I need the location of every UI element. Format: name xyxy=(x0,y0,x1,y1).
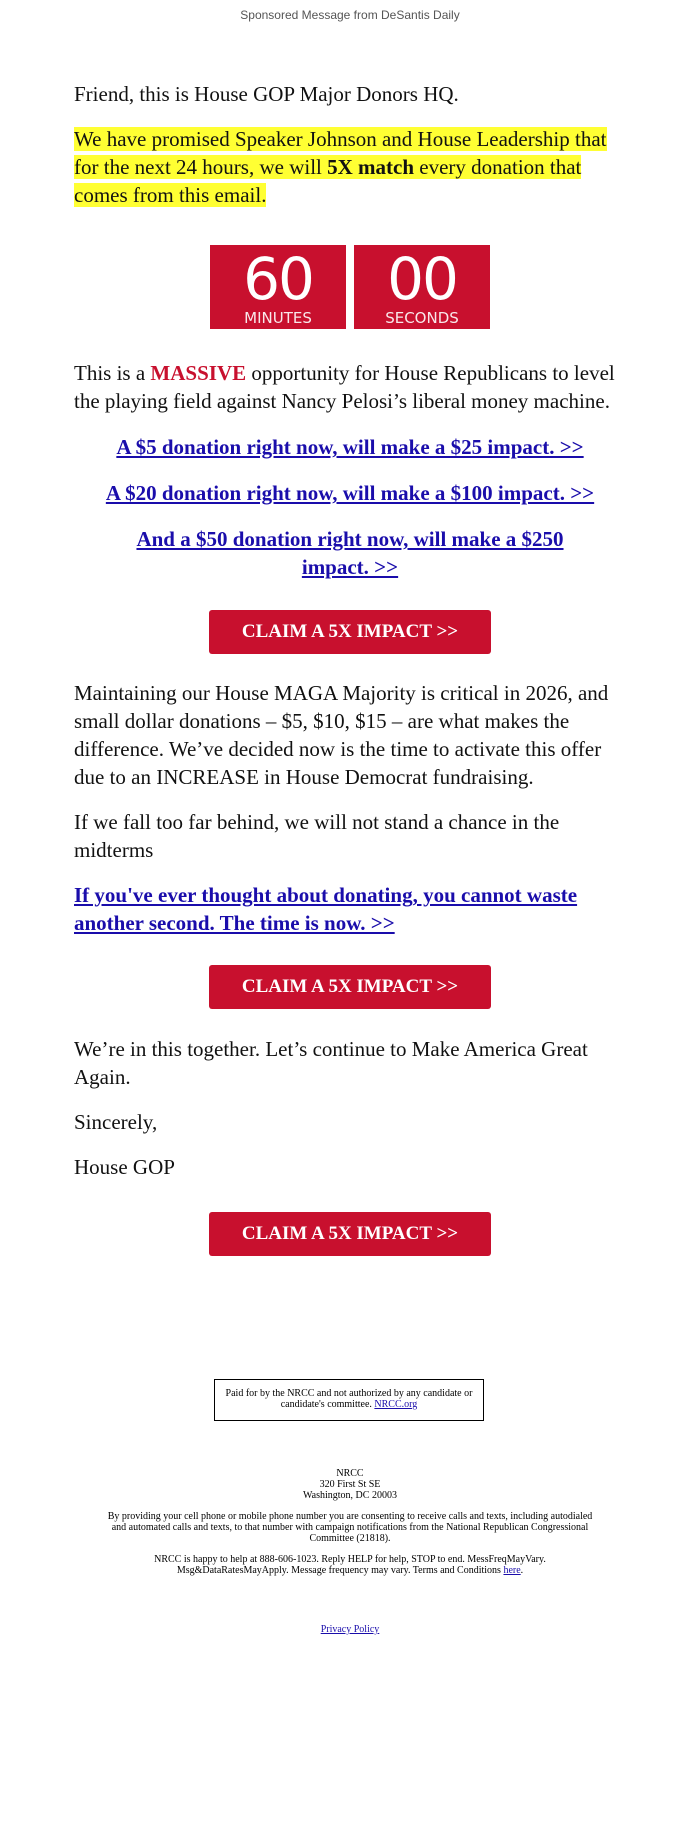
seconds-label: SECONDS xyxy=(385,309,459,327)
highlighted-text xyxy=(74,127,607,207)
thought-link[interactable]: If you've ever thought about donating, you cannot waste another second. The time is now. >> xyxy=(74,883,578,935)
help-end: . xyxy=(520,1565,524,1576)
promise-paragraph xyxy=(74,125,626,209)
footer-address1: 320 First St SE xyxy=(319,1479,381,1490)
promise-prefix: We have promised Speaker Johnson and House Leadership that for the next 24 hours, we will xyxy=(74,127,607,179)
terms-link[interactable]: here xyxy=(503,1565,521,1576)
signature: House GOP xyxy=(74,1155,175,1179)
footer-address2: Washington, DC 20003 xyxy=(303,1490,397,1501)
maintaining-paragraph: Maintaining our House MAGA Majority is critical in 2026, and small dollar donations – $5, $10, $15 – are what makes the difference. We’ve decided now is the time to activate this offer due to an INCREASE in House Democrat fundraising. xyxy=(74,681,609,789)
privacy-policy-link[interactable]: Privacy Policy xyxy=(320,1624,380,1635)
opportunity-paragraph xyxy=(74,359,626,415)
seconds-value: 00 xyxy=(387,245,457,313)
opportunity-suffix: opportunity for House Republicans to level the playing field against Nancy Pelosi’s liberal money machine. xyxy=(74,361,615,413)
promise-bold: 5X match xyxy=(327,155,415,179)
donate-50-link[interactable]: And a $50 donation right now, will make a $250 impact. >> xyxy=(136,527,564,579)
footer xyxy=(100,1468,600,1576)
footer-org: NRCC xyxy=(336,1468,364,1479)
donate-20-link[interactable]: A $20 donation right now, will make a $100 impact. >> xyxy=(105,481,595,505)
promise-suffix: every donation that comes from this email. xyxy=(74,155,582,207)
opportunity-prefix: This is a xyxy=(74,361,151,385)
claim-button-2[interactable]: CLAIM A 5X IMPACT >> xyxy=(209,965,491,1009)
donate-5-link[interactable]: A $5 donation right now, will make a $25 impact. >> xyxy=(116,435,584,459)
paid-for-disclaimer xyxy=(214,1379,484,1421)
minutes-label: MINUTES xyxy=(244,309,312,327)
footer-help xyxy=(100,1554,600,1576)
minutes-value: 60 xyxy=(243,245,313,313)
together-paragraph: We’re in this together. Let’s continue to Make America Great Again. xyxy=(74,1037,588,1089)
disclaimer-text: Paid for by the NRCC and not authorized by any candidate or candidate's committee. xyxy=(225,1388,473,1410)
minutes-box xyxy=(210,245,346,329)
countdown-timer xyxy=(74,245,626,329)
email-body xyxy=(74,80,626,1256)
sincerely: Sincerely, xyxy=(74,1110,158,1134)
sponsor-notice: Sponsored Message from DeSantis Daily xyxy=(240,8,460,22)
claim-button-3[interactable]: CLAIM A 5X IMPACT >> xyxy=(209,1212,491,1256)
footer-consent: By providing your cell phone or mobile phone number you are consenting to receive calls and texts, including autodialed and automated calls and texts, to that number with campaign notifications from the National Republican Congressional Committee (21818). xyxy=(107,1511,593,1544)
claim-button-1[interactable]: CLAIM A 5X IMPACT >> xyxy=(209,610,491,654)
fall-behind-paragraph: If we fall too far behind, we will not stand a chance in the midterms xyxy=(74,810,560,862)
massive-text: MASSIVE xyxy=(150,361,247,385)
seconds-box xyxy=(354,245,490,329)
nrcc-link[interactable]: NRCC.org xyxy=(374,1399,418,1410)
greeting: Friend, this is House GOP Major Donors HQ. xyxy=(74,82,459,106)
help-text: NRCC is happy to help at 888-606-1023. Reply HELP for help, STOP to end. MessFreqMayVary. Msg&DataRatesMayApply. Message frequency may vary. Terms and Conditions xyxy=(154,1554,546,1576)
